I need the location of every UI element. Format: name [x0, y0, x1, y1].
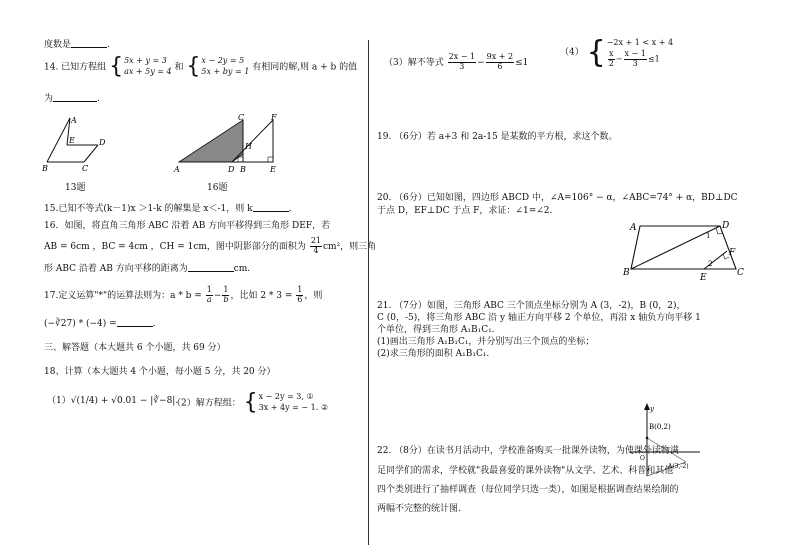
question-22-line4: 两幅不完整的统计图.	[377, 504, 461, 514]
q15-text: 15.已知不等式(k－1)x ＞1-k 的解集是 x＜-1，则 k	[44, 204, 253, 214]
part-label: （2）解方程组：	[172, 398, 241, 409]
minus-sign: −	[615, 54, 623, 64]
fig16-label-b: B	[240, 165, 246, 174]
fig13-segment-dc	[84, 145, 98, 162]
fraction	[608, 50, 615, 69]
period: .	[288, 204, 292, 214]
question-17-line2	[44, 317, 156, 330]
q14-prefix: 14. 已知方程组	[44, 62, 107, 73]
fraction-denominator: 4	[313, 245, 319, 255]
fraction-denominator: 6	[297, 294, 303, 304]
q16-l2b: cm²，则三角	[323, 241, 377, 252]
part-label: （1）	[47, 396, 71, 406]
fig16-label-e: E	[270, 165, 276, 174]
fraction-numerator: 1	[223, 285, 229, 294]
fraction-numerator: x	[608, 49, 614, 58]
fraction-denominator: 6	[497, 61, 503, 71]
fig16-label-a: A	[174, 165, 180, 174]
q14-line2: 为	[44, 94, 54, 104]
equation: x − 2y = 5	[201, 56, 245, 66]
minus-sign: −	[477, 57, 485, 68]
question-18-part4	[560, 35, 674, 71]
q14-suffix: 有相同的解,则 a + b 的值	[252, 62, 358, 73]
inequality	[607, 50, 673, 69]
fig20-label-a: A	[630, 223, 637, 233]
fraction-numerator: 1	[297, 285, 303, 294]
fraction-numerator: 21	[310, 236, 321, 245]
question-21-line2: C (0，-5)，将三角形 ABC 沿 y 轴正方向平移 2 个单位，再沿 x 轴负方向平移 1	[377, 313, 701, 323]
brace-icon: {	[186, 54, 201, 79]
inequality-end: ≤1	[515, 57, 529, 68]
fig13-label-a: A	[71, 116, 77, 125]
fraction-denominator: 3	[459, 61, 465, 71]
fraction	[296, 286, 303, 305]
question-15	[44, 202, 291, 215]
equation: 5x + y = 3	[124, 56, 167, 66]
fig21-b-label: B(0,2)	[649, 423, 671, 431]
q18-p1-expression: √(1/4) + √0.01 − |∛−8|.	[70, 396, 179, 406]
inequality: −2x + 1 < x + 4	[606, 38, 674, 47]
figure-16-caption: 16题	[207, 183, 228, 193]
fig20-label-c: C	[737, 268, 744, 278]
inequality-end: ≤1	[647, 54, 660, 64]
question-22-line3: 四个类别进行了抽样调查（每位同学只选一类），如图是根据调查结果绘制的	[377, 485, 679, 495]
fraction	[624, 50, 647, 69]
q13-tail-text: 度数是	[44, 40, 72, 50]
part-label: （3）解不等式	[384, 57, 444, 68]
answer-blank[interactable]	[117, 317, 153, 327]
q16-l2a: AB = 6cm ，BC = 4cm ，CH = 1cm，图中阴影部分的面积为	[44, 241, 306, 252]
question-20-line1: 20. （6分）已知如图，四边形 ABCD 中，∠A=106° − α，∠ABC=74° + α，BD⊥DC	[377, 193, 738, 203]
fig21-a-label: A(3,-2)	[668, 463, 689, 470]
fraction-numerator: 9x + 2	[486, 52, 514, 61]
q14-system-b	[186, 56, 249, 78]
question-18-part1	[47, 396, 178, 407]
question-16-line2	[44, 237, 376, 256]
q14-and: 和	[174, 62, 184, 73]
fraction-denominator: a	[206, 294, 212, 304]
question-22-line2: 足同学们的需求，学校就"我最喜爱的课外读物"从文学、艺术、科普和其他	[377, 466, 674, 476]
fig20-quadrilateral-abcd	[631, 226, 736, 269]
brace-icon: {	[243, 390, 258, 415]
question-22-line1: 22. （8分）在读书月活动中，学校准备购买一批课外读物，为使课外读物满	[377, 446, 679, 456]
fraction-numerator: 1	[206, 285, 212, 294]
fig16-shaded-region	[179, 120, 243, 162]
equation: 5x + by = 1	[201, 67, 250, 76]
fraction-numerator: x − 1	[624, 49, 646, 58]
fig16-label-c: C	[238, 114, 245, 122]
question-18-part3	[384, 53, 528, 72]
fraction-denominator: b	[223, 294, 229, 304]
answer-blank[interactable]	[253, 202, 289, 212]
part-label: （4）	[560, 47, 584, 58]
question-21-line1: 21. （7分）如图，三角形 ABC 三个顶点坐标分别为 A (3，-2)，B (0，2)，	[377, 301, 686, 311]
fraction-denominator: 2	[608, 58, 614, 68]
fig20-label-b: B	[623, 268, 630, 278]
question-17-line1	[44, 286, 322, 305]
question-14	[44, 56, 357, 78]
fig21-origin-label: O	[640, 455, 645, 462]
question-16-line3	[44, 262, 250, 275]
q18-p4-system	[586, 35, 674, 71]
question-20-line2: 于点 D，EF⊥DC 于点 F，求证：∠1=∠2.	[377, 206, 553, 216]
fig20-angle-1: 1	[706, 232, 711, 240]
brace-icon: {	[109, 54, 124, 79]
q18-system	[244, 392, 328, 414]
fig20-label-e: E	[700, 273, 707, 283]
answer-blank[interactable]	[71, 38, 107, 48]
figure-13	[40, 114, 116, 182]
question-21-line3: 个单位，得到三角形 A₁B₁C₁.	[377, 325, 495, 335]
minus-sign: −	[213, 290, 222, 301]
fraction	[222, 286, 229, 305]
q13-answer-line	[44, 38, 110, 51]
question-18-part2	[172, 392, 328, 414]
fig16-label-d: D	[228, 165, 235, 174]
q17-l1c: ，则	[304, 290, 323, 301]
fig21-y-label: y	[650, 405, 654, 413]
fig13-label-d: D	[99, 138, 106, 147]
fig16-right-angle-e	[268, 157, 273, 162]
figure-13-caption: 13题	[65, 183, 86, 193]
brace-icon: {	[586, 35, 606, 71]
question-16-line1: 16．如图，将直角三角形 ABC 沿着 AB 方向平移得到三角形 DEF，若	[44, 221, 331, 231]
figure-20	[622, 218, 752, 284]
fig16-label-h: H	[245, 142, 252, 151]
answer-blank[interactable]	[188, 262, 234, 272]
q17-l2: (−∛27) * (−4) =	[44, 319, 117, 329]
equation: ax + 5y = 4	[124, 67, 172, 76]
fig21-point-b	[646, 437, 649, 440]
figure-16	[172, 114, 284, 176]
fraction	[448, 53, 476, 72]
fraction	[486, 53, 514, 72]
fig16-right-angle-b	[238, 157, 243, 162]
answer-blank[interactable]	[53, 92, 97, 102]
fig13-label-c: C	[82, 164, 89, 173]
fraction-21-4	[310, 237, 322, 256]
period: .	[97, 94, 100, 104]
q17-l1a: 17.定义运算"*"的运算法则为：a * b =	[44, 290, 202, 301]
period: .	[152, 319, 156, 329]
q17-l1b: ，比如 2 * 3 =	[230, 290, 293, 301]
fig20-label-d: D	[722, 221, 730, 231]
fig13-segment-ab	[47, 118, 70, 162]
fig20-label-f: F	[729, 248, 736, 258]
equation: 3x + 4y = − 1. ②	[258, 403, 328, 412]
period: .	[107, 40, 110, 50]
fraction-denominator: 3	[632, 58, 638, 68]
question-21-line5: (2)求三角形的面积 A₁B₁C₁.	[377, 349, 490, 359]
q14-answer-line	[44, 92, 100, 105]
question-21-line4: (1)画出三角形 A₁B₁C₁，并分别写出三个顶点的坐标；	[377, 337, 595, 347]
fraction-numerator: 2x − 1	[448, 52, 476, 61]
fraction	[206, 286, 213, 305]
question-19: 19. （6分）若 a+3 和 2a-15 是某数的平方根，求这个数。	[377, 132, 618, 142]
fig16-label-f: F	[271, 114, 277, 122]
fig13-label-b: B	[42, 164, 48, 173]
equation: x − 2y = 3, ①	[258, 392, 314, 402]
fig13-label-e: E	[69, 136, 75, 145]
q14-system-a	[109, 56, 172, 78]
question-18-heading: 18、计算（本大题共 4 个小题，每小题 5 分，共 20 分）	[44, 367, 276, 377]
column-divider	[368, 40, 369, 545]
q16-l3a: 形 ABC 沿着 AB 方向平移的距离为	[44, 264, 188, 274]
fig20-angle-2: 2	[708, 260, 713, 268]
q16-l3b: cm.	[233, 264, 251, 274]
section-3-heading: 三、解答题（本大题共 6 个小题，共 69 分）	[44, 343, 226, 353]
